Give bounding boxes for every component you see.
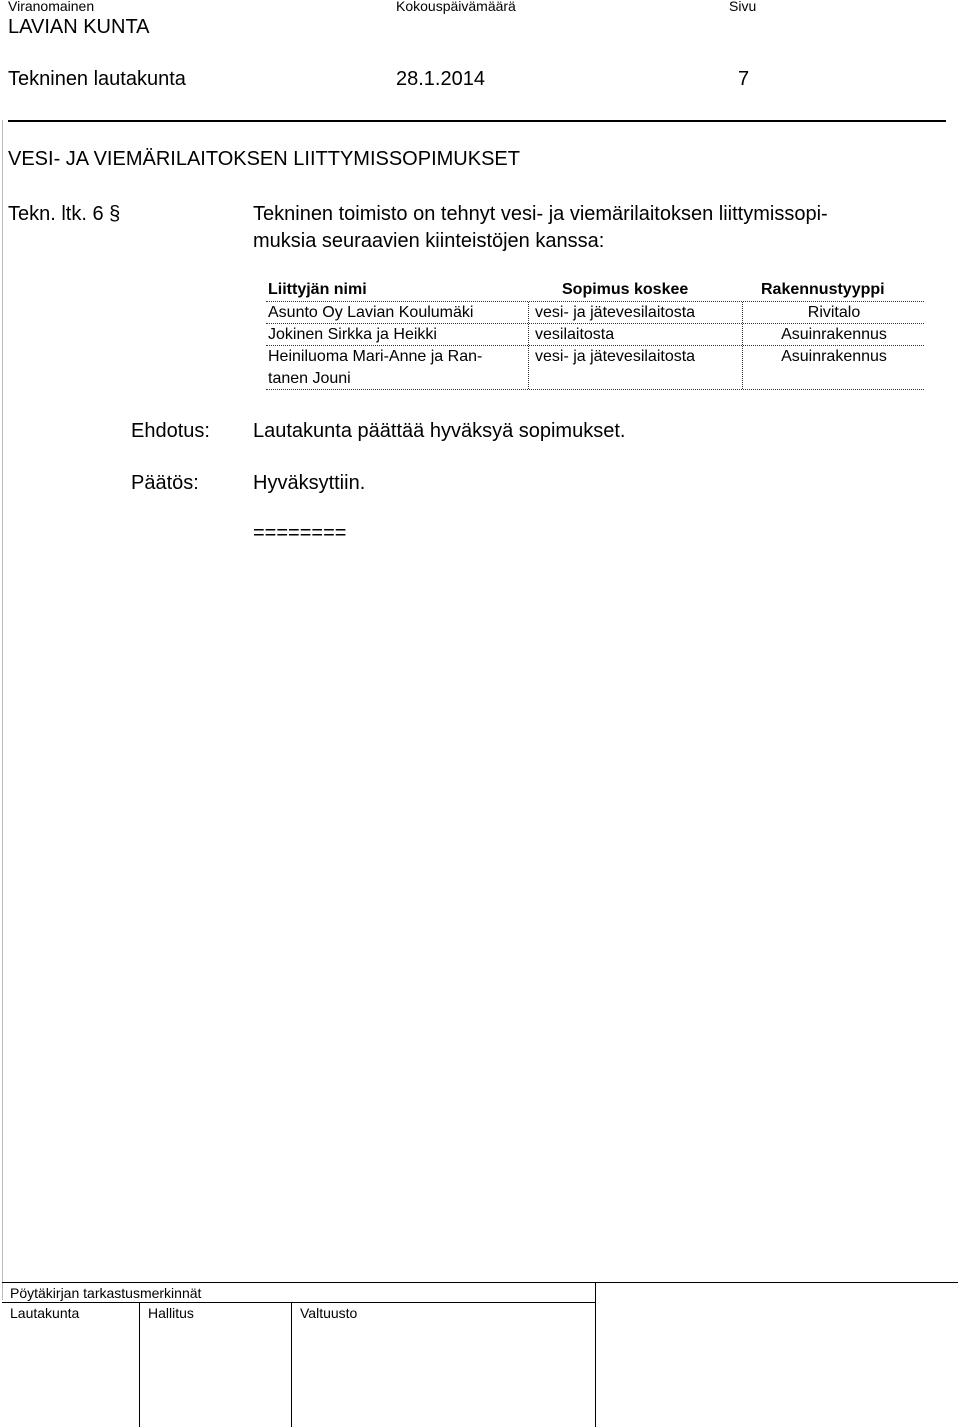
row-name: Jokinen Sirkka ja Heikki [268,326,437,343]
proposal-label: Ehdotus: [131,420,210,442]
table-header-type: Rakennustyyppi [761,281,885,298]
end-separator: ======== [253,522,347,544]
footer-col-board: Lautakunta [10,1305,80,1321]
table-row-divider [266,345,924,346]
left-margin-line [2,120,3,1300]
table-header-name: Liittyjän nimi [268,281,367,298]
row-name: Asunto Oy Lavian Koulumäki [268,304,474,321]
intro-line-2: muksia seuraavien kiinteistöjen kanssa: [253,230,605,252]
meeting-date: 28.1.2014 [396,68,485,90]
footer-col-council: Valtuusto [300,1305,358,1321]
footer-col-government: Hallitus [148,1305,194,1321]
board-name: Tekninen lautakunta [8,68,186,90]
row-name-cont: tanen Jouni [268,370,351,387]
decision-label: Päätös: [131,472,199,494]
footer-top-rule [2,1282,958,1283]
table-row-divider [266,389,924,390]
table-col-divider [528,302,529,389]
footer-col-divider [139,1302,140,1427]
authority-name: LAVIAN KUNTA [8,16,150,38]
row-contract: vesi- ja jätevesilaitosta [535,304,696,321]
proposal-text: Lautakunta päättää hyväksyä sopimukset. [253,420,626,442]
page-label: Sivu [729,0,757,14]
table-row-divider [266,301,924,302]
page-number: 7 [738,68,750,90]
decision-text: Hyväksyttiin. [253,472,366,494]
date-label: Kokouspäivämäärä [396,0,516,14]
table-row-divider [266,323,924,324]
footer-col-divider [291,1302,292,1427]
footer-right-divider [595,1282,596,1427]
authority-label: Viranomainen [8,0,95,14]
header-rule [8,120,946,122]
footer-title: Pöytäkirjan tarkastusmerkinnät [10,1285,202,1301]
row-type: Asuinrakennus [781,348,887,365]
footer-inner-rule [2,1302,595,1303]
section-title: VESI- JA VIEMÄRILAITOKSEN LIITTYMISSOPIMUKSET [8,148,520,170]
section-ref: Tekn. ltk. 6 § [8,203,121,225]
intro-line-1: Tekninen toimisto on tehnyt vesi- ja viemärilaitoksen liittymissopi- [253,203,828,225]
row-type: Asuinrakennus [781,326,887,343]
row-contract: vesilaitosta [535,326,615,343]
row-contract: vesi- ja jätevesilaitosta [535,348,696,365]
row-name: Heiniluoma Mari-Anne ja Ran- [268,348,483,365]
table-header-contract: Sopimus koskee [562,281,689,298]
row-type: Rivitalo [807,304,861,321]
table-col-divider [742,302,743,389]
